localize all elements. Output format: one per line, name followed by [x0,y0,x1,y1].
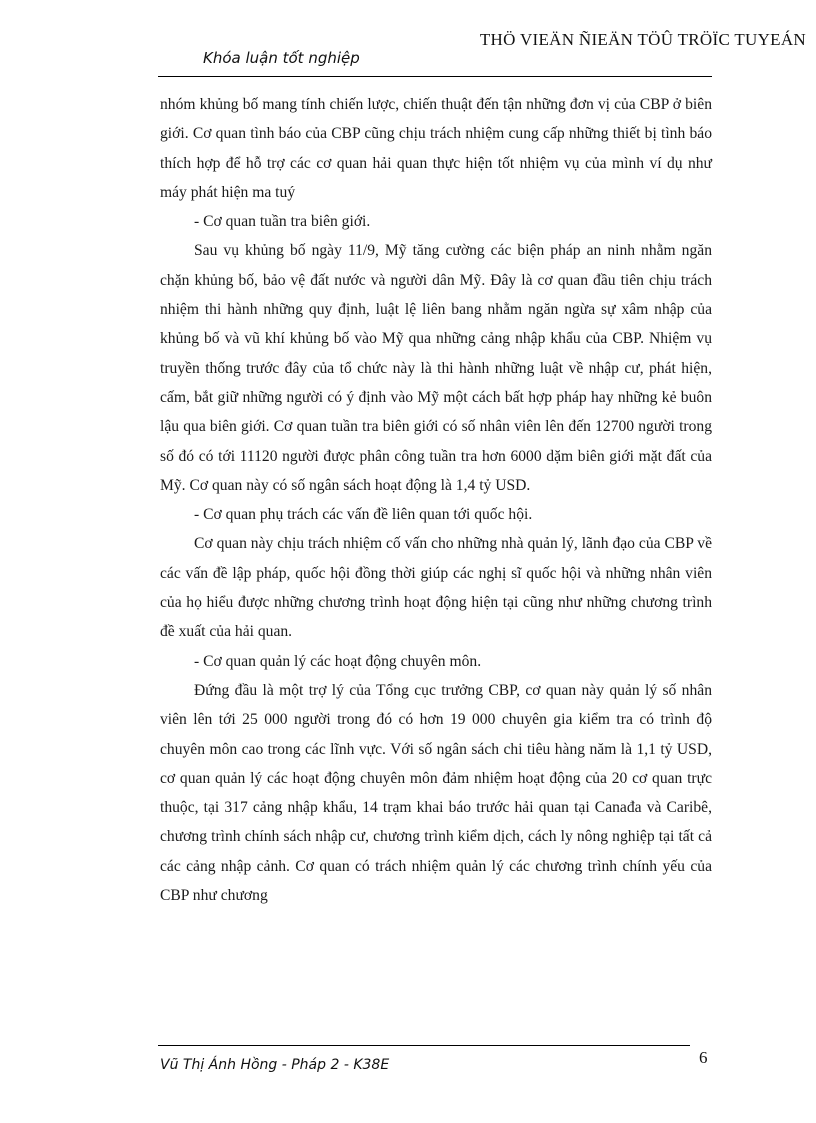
page-number: 6 [699,1048,708,1067]
page-body [160,90,712,910]
paragraph: Đứng đầu là một trợ lý của Tổng cục trưởng CBP, cơ quan này quản lý số nhân viên lên tới 25 000 người trong đó có hơn 19 000 chuyên gia kiểm tra có trình độ chuyên môn cao trong các lĩnh vực. Với số ngân sách chi tiêu hàng năm là 1,1 tỷ USD, cơ quan quản lý các hoạt động chuyên môn đảm nhiệm hoạt động của 20 cơ quan trực thuộc, tại 317 cảng nhập khẩu, 14 trạm khai báo trước hải quan tại Canađa và Caribê, chương trình chính sách nhập cư, chương trình kiểm dịch, cách ly nông nghiệp tại tất cả các cảng nhập cảnh. Cơ quan có trách nhiệm quản lý các chương trình chính yếu của CBP như chương [160,681,712,905]
paragraph: Cơ quan này chịu trách nhiệm cố vấn cho những nhà quản lý, lãnh đạo của CBP về các vấn đề lập pháp, quốc hội đồng thời giúp các nghị sĩ quốc hội và những nhân viên của họ hiểu được những chương trình hoạt động hiện tại cũng như những chương trình đề xuất của hải quan. [160,535,712,641]
section-heading: - Cơ quan quản lý các hoạt động chuyên môn. [194,652,482,670]
section-heading: - Cơ quan phụ trách các vấn đề liên quan tới quốc hội. [194,506,533,524]
header-library-name: THÖ VIEÄN ÑIEÄN TÖÛ TRÖÏC TUYEÁN [479,30,806,49]
paragraph: Sau vụ khủng bố ngày 11/9, Mỹ tăng cường các biện pháp an ninh nhằm ngăn chặn khủng bố, bảo vệ đất nước và người dân Mỹ. Đây là cơ quan đầu tiên chịu trách nhiệm thi hành những quy định, luật lệ liên bang nhằm ngăn ngừa sự xâm nhập của khủng bố và vũ khí khủng bố vào Mỹ qua những cảng nhập khẩu của CBP. Nhiệm vụ truyền thống trước đây của tổ chức này là thi hành những luật về nhập cư, phát hiện, cấm, bắt giữ những người có ý định vào Mỹ một cách bất hợp pháp hay những kẻ buôn lậu qua biên giới. Cơ quan tuần tra biên giới có số nhân viên lên đến 12700 người trong số đó có tới 11120 người được phân công tuần tra hơn 6000 dặm biên giới mặt đất của Mỹ. Cơ quan này có số ngân sách hoạt động là 1,4 tỷ USD. [160,242,712,494]
section-heading: - Cơ quan tuần tra biên giới. [194,213,371,231]
footer-author: Vũ Thị Ánh Hồng - Pháp 2 - K38E [160,1057,390,1073]
paragraph: nhóm khủng bố mang tính chiến lược, chiến thuật đến tận những đơn vị của CBP ở biên giới. Cơ quan tình báo của CBP cũng chịu trách nhiệm cung cấp những thiết bị tình báo thích hợp để hỗ trợ các cơ quan hải quan thực hiện tốt nhiệm vụ của mình ví dụ như máy phát hiện ma tuý [160,96,712,201]
header-divider [158,76,712,77]
header-title: Khóa luận tốt nghiệp [203,49,360,67]
footer-divider [158,1045,690,1046]
